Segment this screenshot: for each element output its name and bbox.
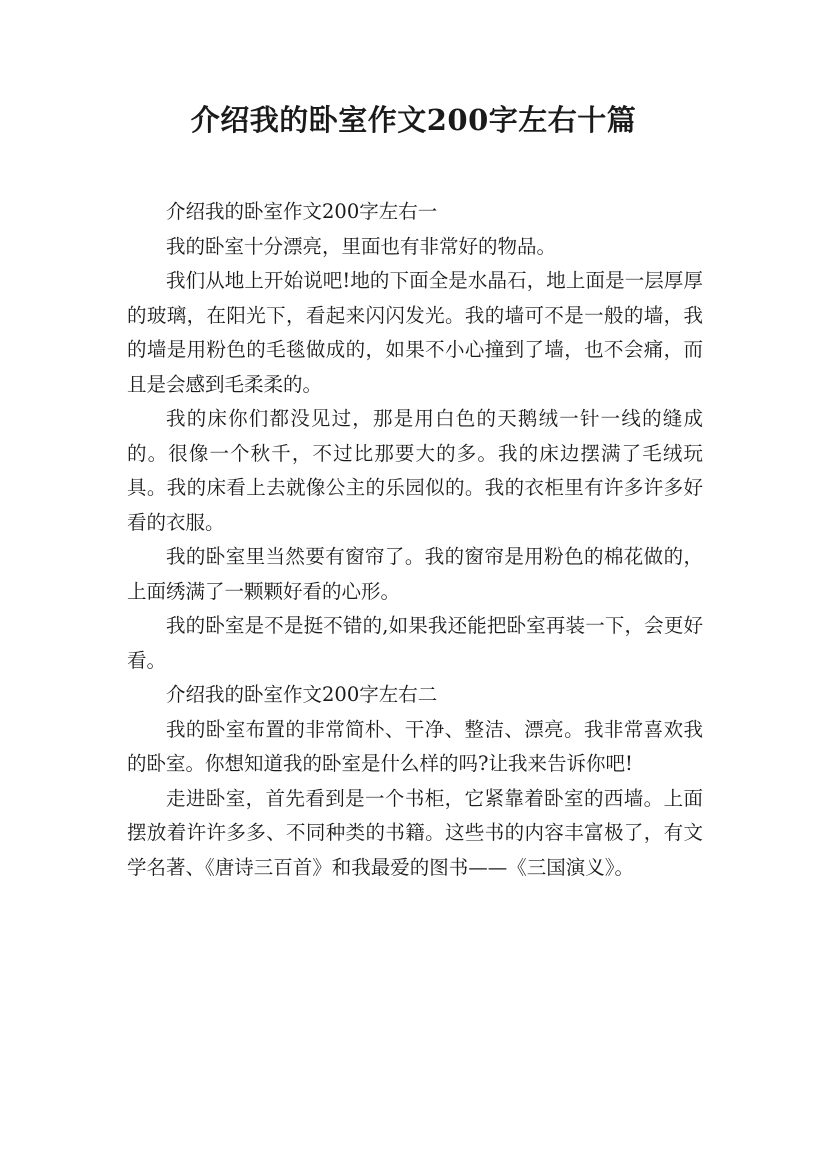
paragraph: 我的床你们都没见过，那是用白色的天鹅绒一针一线的缝成的。很像一个秋千，不过比那要大的多。我的床边摆满了毛绒玩具。我的床看上去就像公主的乐园似的。我的衣柜里有许多许多好看的衣服。 — [127, 407, 703, 534]
section-heading-1: 介绍我的卧室作文200字左右一 — [166, 200, 438, 223]
paragraph: 我的卧室是不是挺不错的,如果我还能把卧室再装一下，会更好看。 — [127, 614, 703, 672]
paragraph: 我的卧室里当然要有窗帘了。我的窗帘是用粉色的棉花做的，上面绣满了一颗颗好看的心形。 — [127, 545, 703, 603]
paragraph: 我们从地上开始说吧!地的下面全是水晶石，地上面是一层厚厚的玻璃，在阳光下，看起来闪闪发光。我的墙可不是一般的墙，我的墙是用粉色的毛毯做成的，如果不小心撞到了墙，也不会痛，而且是会感到毛柔柔的。 — [127, 269, 703, 396]
paragraph: 我的卧室布置的非常简朴、干净、整洁、漂亮。我非常喜欢我的卧室。你想知道我的卧室是什么样的吗?让我来告诉你吧! — [127, 717, 703, 775]
paragraph: 走进卧室，首先看到是一个书柜，它紧靠着卧室的西墙。上面摆放着许许多多、不同种类的书籍。这些书的内容丰富极了，有文学名著、《唐诗三百首》和我最爱的图书——《三国演义》。 — [127, 786, 703, 879]
document-body — [127, 195, 703, 885]
paragraph: 我的卧室十分漂亮，里面也有非常好的物品。 — [166, 234, 557, 258]
document-title: 介绍我的卧室作文200字左右十篇 — [190, 103, 637, 137]
section-heading-2: 介绍我的卧室作文200字左右二 — [166, 683, 438, 706]
